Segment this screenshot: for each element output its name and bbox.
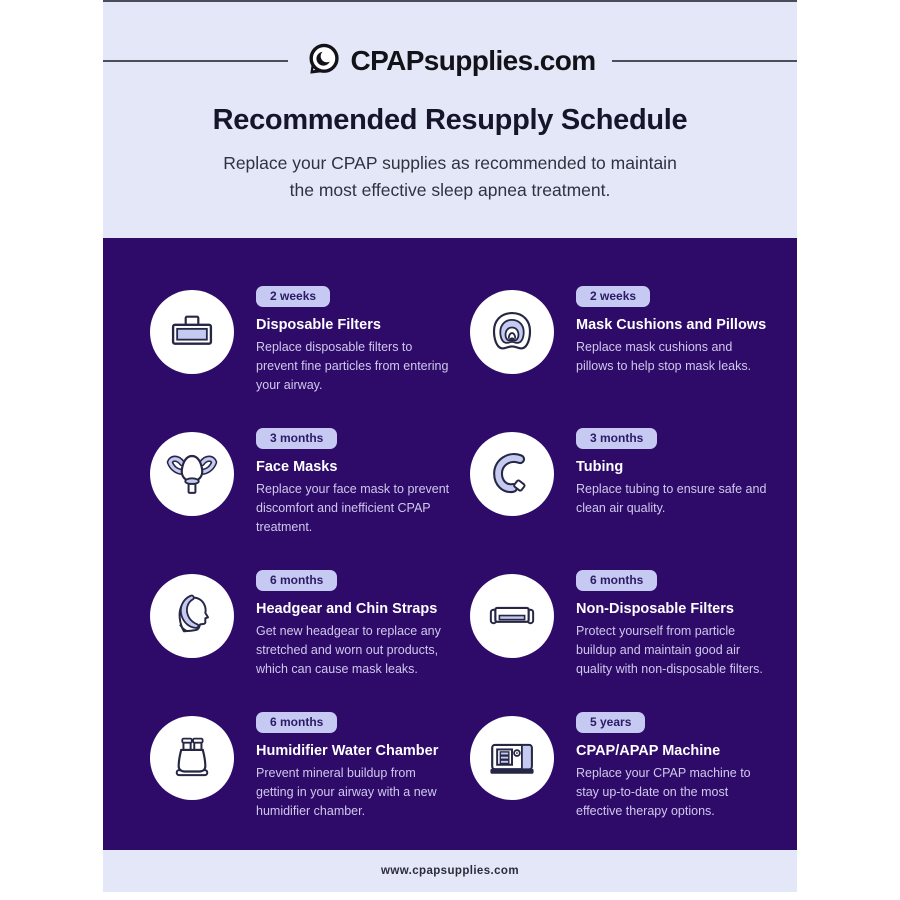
item-description: Replace your CPAP machine to stay up-to-date on the most effective therapy options. (576, 766, 751, 818)
mask-cushion-icon (485, 305, 539, 359)
item-description: Replace mask cushions and pillows to help stop mask leaks. (576, 340, 752, 373)
item-title: Headgear and Chin Straps (256, 601, 438, 617)
infographic-page (103, 0, 797, 890)
left-divider-line (103, 60, 288, 62)
right-divider-line (612, 60, 797, 62)
item-text (576, 712, 770, 820)
item-text (256, 570, 450, 678)
schedule-item-disposable-filters (150, 286, 470, 428)
item-text (576, 570, 770, 678)
item-text (256, 712, 450, 820)
brand-name: CPAPsupplies.com (350, 45, 596, 76)
item-title: Tubing (576, 459, 624, 475)
schedule-item-tubing (470, 428, 790, 570)
page-title: Recommended Resupply Schedule (212, 104, 688, 136)
speech-bubble-moon-icon (304, 42, 342, 80)
item-title: CPAP/APAP Machine (576, 743, 721, 759)
non-disposable-filter-icon (485, 589, 539, 643)
interval-badge: 3 months (256, 428, 337, 449)
icon-circle (470, 574, 554, 658)
schedule-section (103, 238, 797, 850)
item-title: Disposable Filters (256, 317, 381, 333)
humidifier-water-chamber-icon (165, 731, 219, 785)
schedule-grid (103, 238, 797, 850)
item-text (576, 428, 770, 518)
interval-badge: 6 months (576, 570, 657, 591)
item-title: Non-Disposable Filters (576, 601, 734, 617)
icon-circle (470, 716, 554, 800)
item-title: Humidifier Water Chamber (256, 743, 439, 759)
item-description: Replace disposable filters to prevent fine particles from entering your airway. (256, 340, 449, 392)
cpap-machine-icon (485, 731, 539, 785)
interval-badge: 6 months (256, 712, 337, 733)
interval-badge: 5 years (576, 712, 645, 733)
item-text (576, 286, 770, 376)
item-description: Prevent mineral buildup from getting in your airway with a new humidifier chamber. (256, 766, 437, 818)
interval-badge: 3 months (576, 428, 657, 449)
brand-logo (288, 42, 611, 80)
icon-circle (470, 432, 554, 516)
disposable-filter-icon (165, 305, 219, 359)
interval-badge: 6 months (256, 570, 337, 591)
footer-url: www.cpapsupplies.com (381, 865, 519, 877)
subtitle-line-2: the most effective sleep apnea treatment. (289, 180, 611, 201)
schedule-item-headgear (150, 570, 470, 712)
icon-circle (150, 574, 234, 658)
schedule-item-cpap-machine (470, 712, 790, 850)
face-mask-icon (165, 447, 219, 501)
icon-circle (150, 716, 234, 800)
item-description: Replace your face mask to prevent discomfort and inefficient CPAP treatment. (256, 482, 450, 534)
logo-row (103, 36, 797, 86)
item-title: Face Masks (256, 459, 338, 475)
item-title: Mask Cushions and Pillows (576, 317, 767, 333)
item-text (256, 428, 450, 536)
schedule-item-face-masks (150, 428, 470, 570)
headgear-chin-strap-icon (165, 589, 219, 643)
item-description: Get new headgear to replace any stretched and worn out products, which can cause mask leaks. (256, 624, 441, 676)
schedule-item-non-disposable-filters (470, 570, 790, 712)
icon-circle (150, 290, 234, 374)
interval-badge: 2 weeks (256, 286, 330, 307)
page-subtitle (103, 150, 797, 204)
header (103, 2, 797, 204)
schedule-item-humidifier-chamber (150, 712, 470, 850)
schedule-item-mask-cushions (470, 286, 790, 428)
icon-circle (150, 432, 234, 516)
footer (103, 850, 797, 892)
item-text (256, 286, 450, 394)
subtitle-line-1: Replace your CPAP supplies as recommended to maintain (223, 153, 677, 173)
icon-circle (470, 290, 554, 374)
interval-badge: 2 weeks (576, 286, 650, 307)
item-description: Replace tubing to ensure safe and clean air quality. (576, 482, 767, 515)
item-description: Protect yourself from particle buildup and maintain good air quality with non-disposable filters. (576, 624, 763, 676)
tubing-icon (485, 447, 539, 501)
